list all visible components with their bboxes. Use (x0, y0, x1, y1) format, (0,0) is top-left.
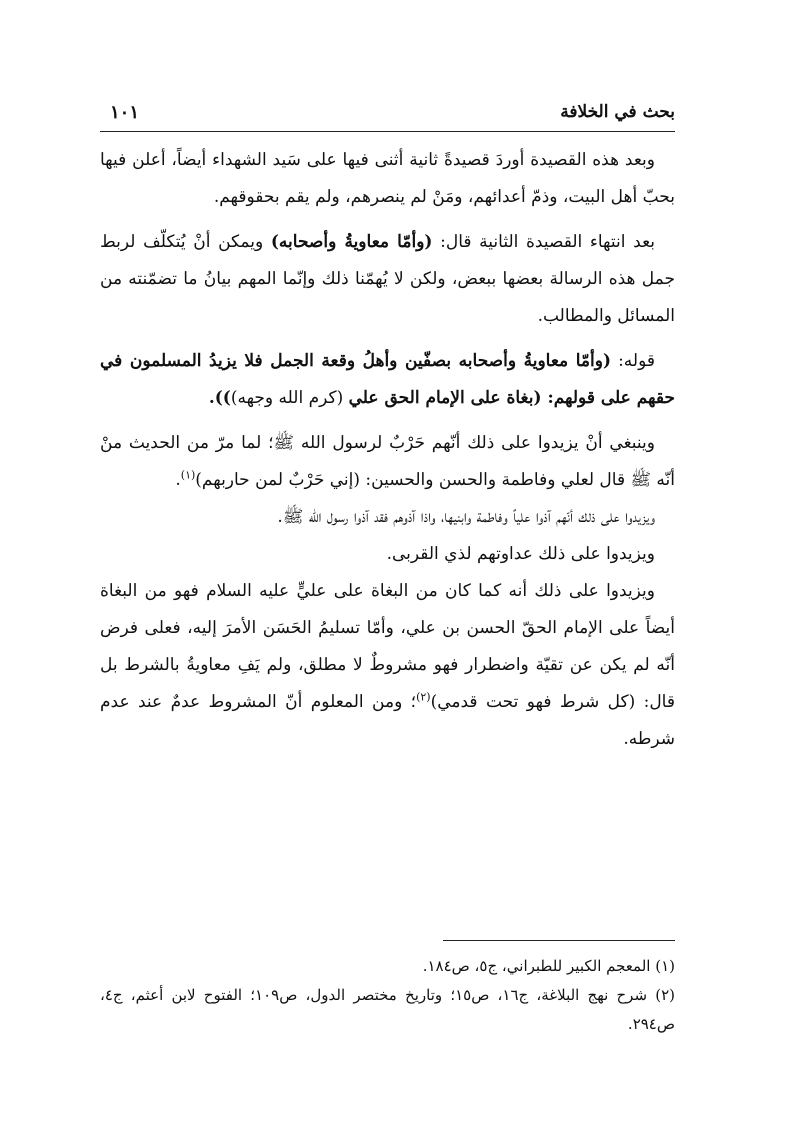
paragraph-5: ويزيدوا على ذلك أنّهم آذوا علياً وفاطمة وابنيها، واذا آذوهم فقد آذوا رسول الله ﷺ. (277, 507, 655, 527)
paragraph-7 (100, 573, 675, 758)
paragraph-2-quote: (وأمّا معاويةُ وأصحابه) (270, 232, 433, 252)
paragraph-7-end: ؛ ومن المعلوم أنّ المشروط عدمٌ عند عدم شرطه. (100, 692, 675, 749)
paragraph-2-rest: ويمكن أنْ يُتكلّف لربط جمل هذه الرسالة بعضها ببعض، ولكن لا يُهمّنا ذلك وإنّما المهم بيانُ ما تضمّنته من المسائل والمطالب. (100, 232, 675, 326)
paragraph-4 (100, 425, 675, 499)
footnote-ref-1[interactable]: (١) (180, 468, 196, 482)
paragraph-4-text: وينبغي أنْ يزيدوا على ذلك أنّهم حَرْبٌ لرسول الله ﷺ؛ لما مرّ من الحديث منْ أنّه ﷺ قال لعلي وفاطمة والحسن والحسين: (إني حَرْبٌ لمن حاربهم) (100, 433, 675, 490)
paragraph-2-lead: بعد انتهاء القصيدة الثانية قال: (432, 232, 655, 252)
footnote-2: (٢) شرح نهج البلاغة، ج١٦، ص١٥؛ وتاريخ مختصر الدول، ص١٠٩؛ الفتوح لابن أعثم، ج٤، ص٢٩٤. (100, 986, 675, 1033)
footnote-separator (443, 940, 675, 941)
paragraph-3-end: )). (208, 388, 231, 408)
paragraph-3-lead: قوله: (611, 351, 656, 371)
paragraph-2 (100, 224, 675, 335)
paragraph-3-quote: (وأمّا معاويةُ وأصحابه بصفّين وأهلُ وقعة الجمل فلا يزيدُ المسلمون في حقهم على قولهم: (بغاة على الإمام الحق علي (100, 351, 675, 408)
footnote-1: (١) المعجم الكبير للطبراني، ج٥، ص١٨٤. (422, 957, 675, 975)
paragraph-1: وبعد هذه القصيدة أوردَ قصيدةً ثانية أثنى فيها على سَيد الشهداء أيضاً، أعلن فيها بحبّ أهل البيت، وذمّ أعدائهم، ومَنْ لم ينصرهم، ولم يقم بحقوقهم. (100, 150, 675, 207)
paragraph-3 (100, 343, 675, 417)
paragraph-6: ويزيدوا على ذلك عداوتهم لذي القربى. (386, 544, 655, 564)
paragraph-7-text: ويزيدوا على ذلك أنه كما كان من البغاة على عليٍّ عليه السلام فهو من البغاة أيضاً على الإمام الحقّ الحسن بن علي، وأمّا تسليمُ الحَسَن الأمرَ إليه، فعلى فرض أنّه لم يكن عن تقيّة واضطرار فهو مشروطٌ لا مطلق، ولم يَفِ معاويةُ بالشرط بل قال: (كل شرط فهو تحت قدمي) (100, 581, 675, 712)
running-header (100, 98, 675, 132)
running-title: بحث في الخلافة (560, 102, 675, 122)
footnotes (100, 952, 675, 1039)
header-rule (100, 131, 675, 132)
footnote-ref-2[interactable]: (٢) (416, 690, 431, 704)
paragraph-4-end: . (175, 470, 181, 490)
body-text (100, 142, 675, 758)
paragraph-3-honorific: (كرم الله وجهه) (230, 388, 349, 408)
page-number: ١٠١ (110, 102, 140, 123)
